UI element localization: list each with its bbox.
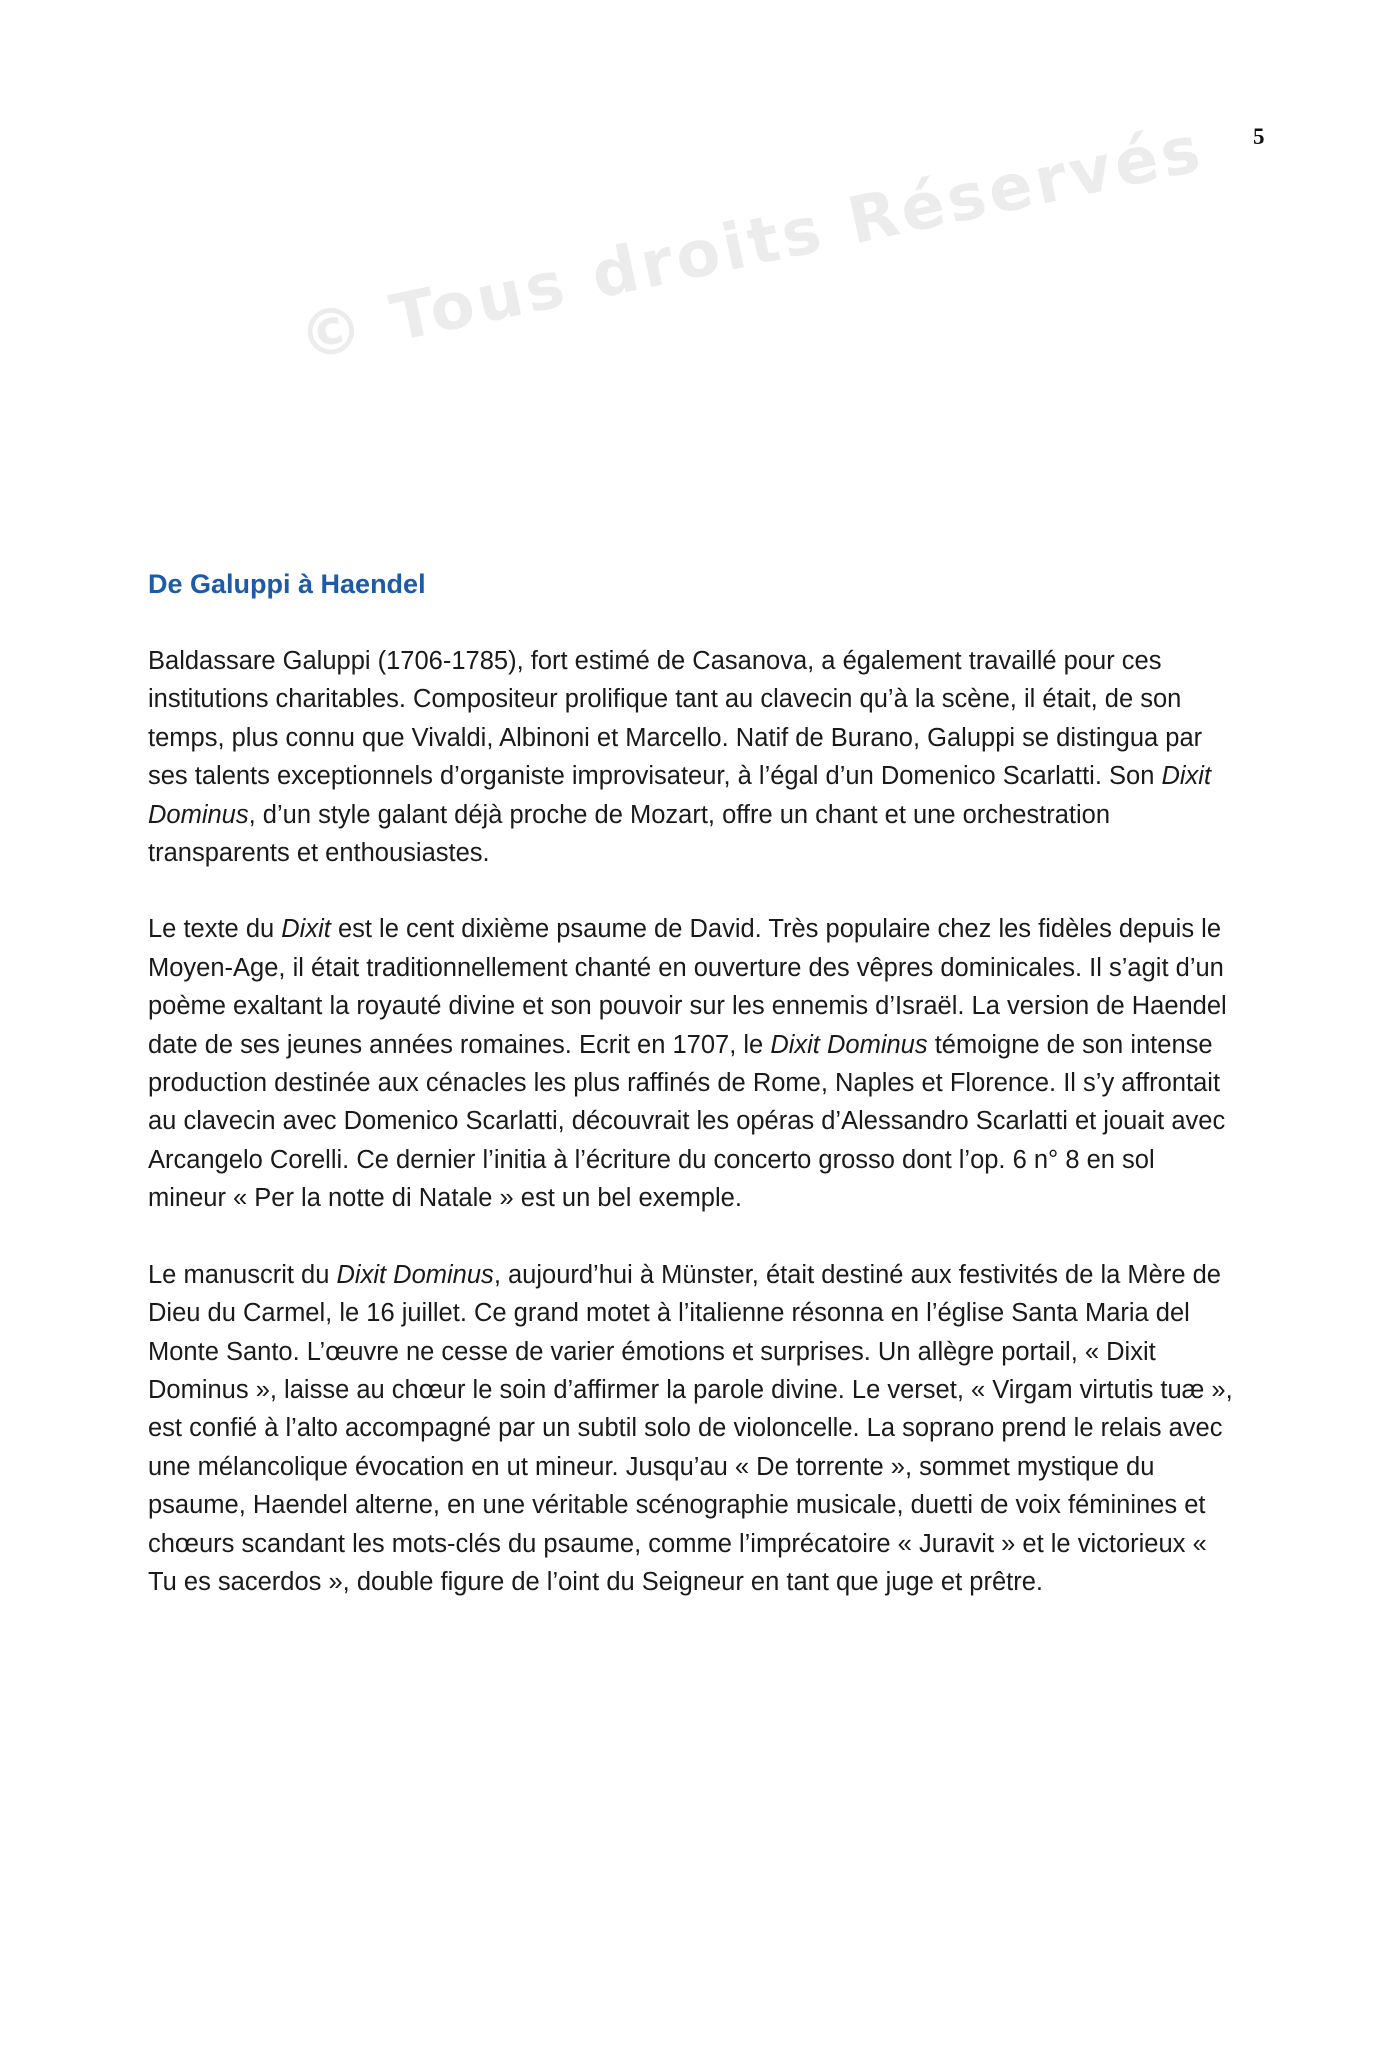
- italic-title-run: Dixit: [281, 915, 331, 944]
- page-number: 5: [1253, 124, 1265, 149]
- copyright-watermark: © Tous droits Réservés: [292, 111, 1211, 377]
- text-run: , aujourd’hui à Münster, était destiné aux festivités de la Mère de Dieu du Carmel, le 16 juillet. Ce grand motet à l’italienne résonna en l’église Santa Maria del Monte Santo. L’œuvre ne cesse de varier émotions et surprises. Un allègre portail, « Dixit Dominus », laisse au chœur le soin d’affirmer la parole divine. Le verset, « Virgam virtutis tuæ », est confié à l’alto accompagné par un subtil solo de violoncelle. La soprano prend le relais avec une mélancolique évocation en ut mineur. Jusqu’au « De torrente », sommet mystique du psaume, Haendel alterne, en une véritable scénographie musicale, duetti de voix féminines et chœurs scandant les mots-clés du psaume, comme l’imprécatoire « Juravit » et le victorieux « Tu es sacerdos », double figure de l’oint du Seigneur en tant que juge et prêtre.: [148, 1260, 1233, 1596]
- italic-title-run: Dixit Dominus: [336, 1260, 494, 1289]
- section-title: De Galuppi à Haendel: [148, 569, 426, 599]
- paragraph-manuscript: [148, 1256, 1238, 1602]
- text-run: est le cent dixième psaume de David. Très populaire chez les fidèles depuis le Moyen-Age, il était traditionnellement chanté en ouverture des vêpres dominicales. Il s’agit d’un poème exaltant la royauté divine et son pouvoir sur les ennemis d’Israël. La version de Haendel date de ses jeunes années romaines. Ecrit en 1707, le: [148, 915, 1227, 1059]
- paragraph-dixit-text: [148, 910, 1238, 1217]
- article-section: [148, 560, 1238, 1639]
- text-run: , d’un style galant déjà proche de Mozart, offre un chant et une orchestration transparents et enthousiastes.: [148, 800, 1111, 868]
- text-run: Le manuscrit du: [148, 1260, 337, 1289]
- text-run: témoigne de son intense production destinée aux cénacles les plus raffinés de Rome, Naples et Florence. Il s’y affrontait au clavecin avec Domenico Scarlatti, découvrait les opéras d’Alessandro Scarlatti et jouait avec Arcangelo Corelli. Ce dernier l’initia à l’écriture du concerto grosso dont l’op. 6 n° 8 en sol mineur « Per la notte di Natale » est un bel exemple.: [148, 1030, 1226, 1213]
- italic-title-run: Dixit Dominus: [148, 762, 1212, 829]
- italic-title-run: Dixit Dominus: [770, 1030, 928, 1059]
- text-run: Baldassare Galuppi (1706-1785), fort estimé de Casanova, a également travaillé pour ces institutions charitables. Compositeur prolifique tant au clavecin qu’à la scène, il était, de son temps, plus connu que Vivaldi, Albinoni et Marcello. Natif de Burano, Galuppi se distingua par ses talents exceptionnels d’organiste improvisateur, à l’égal d’un Domenico Scarlatti. Son: [148, 647, 1203, 791]
- paragraph-galuppi: [148, 642, 1238, 872]
- text-run: Le texte du: [148, 915, 282, 944]
